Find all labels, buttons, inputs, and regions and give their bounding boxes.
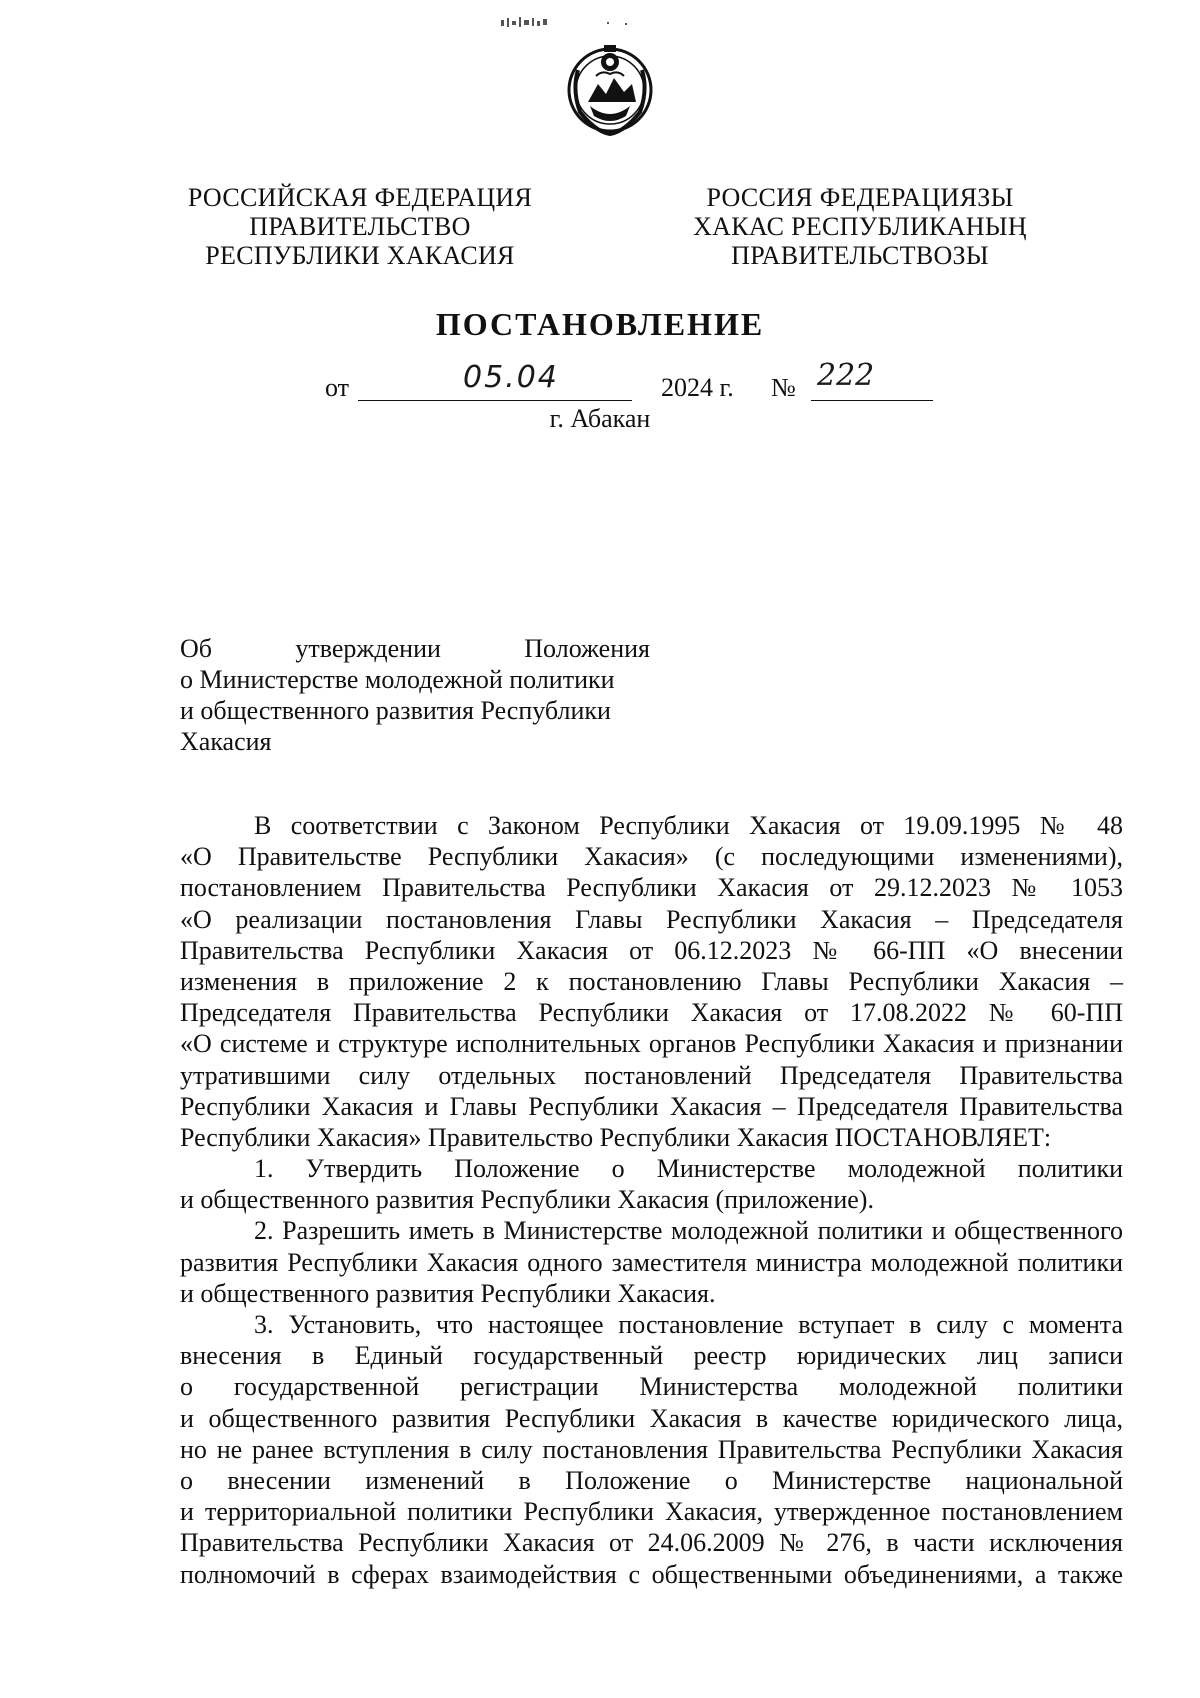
handwritten-number: 222 (817, 358, 875, 393)
body-line: и общественного развития Республики Хакасия (приложение). (180, 1185, 874, 1215)
subject-line: и общественного развития Республики (180, 696, 611, 725)
document-body (180, 810, 1123, 1590)
body-line: развития Республики Хакасия одного заместителя министра молодежной политики (180, 1247, 1123, 1277)
body-line: и общественного развития Республики Хакасия. (180, 1278, 716, 1308)
body-line: о государственной регистрации Министерства молодежной политики (180, 1372, 1123, 1402)
body-line: Председателя Правительства Республики Хакасия от 17.08.2022 № 60-ПП (180, 998, 1123, 1028)
from-label: от (325, 373, 350, 402)
body-line: полномочий в сферах взаимодействия с общественными объединениями, а также (180, 1559, 1123, 1589)
coat-of-arms-emblem (566, 40, 654, 138)
number-field (811, 358, 933, 401)
body-line: Правительства Республики Хакасия от 06.12.2023 № 66-ПП «О внесении (180, 935, 1123, 965)
number-label: № (771, 373, 796, 402)
subject-word: Об (180, 634, 213, 663)
header-right-line: РОССИЯ ФЕДЕРАЦИЯЗЫ (706, 183, 1014, 212)
body-line: «О Правительстве Республики Хакасия» (с последующими изменениями), (180, 842, 1123, 872)
body-line: 3. Установить, что настоящее постановление вступает в силу с момента (254, 1310, 1123, 1339)
date-field (358, 360, 632, 401)
scan-artifact (497, 14, 647, 32)
body-line: и территориальной политики Республики Хакасия, утвержденное постановлением (180, 1497, 1123, 1527)
header-russian (170, 183, 550, 270)
subject-word: Положения (524, 634, 650, 663)
body-line: изменения в приложение 2 к постановлению Главы Республики Хакасия – (180, 966, 1123, 996)
subject-line: Хакасия (180, 727, 272, 756)
body-line: Республики Хакасия и Главы Республики Хакасия – Председателя Правительства (180, 1091, 1123, 1121)
body-line: внесения в Единый государственный реестр юридических лиц записи (180, 1341, 1123, 1371)
body-line: Правительства Республики Хакасия от 24.06.2009 № 276, в части исключения (180, 1528, 1123, 1558)
body-line: Республики Хакасия» Правительство Республики Хакасия ПОСТАНОВЛЯЕТ: (180, 1122, 1052, 1152)
header-left-line: РОССИЙСКАЯ ФЕДЕРАЦИЯ (187, 183, 533, 212)
header-right-line: ХАКАС РЕСПУБЛИКАНЫҢ (693, 212, 1027, 241)
document-subject (180, 633, 650, 757)
subject-line: о Министерстве молодежной политики (180, 665, 615, 694)
header-right-line: ПРАВИТЕЛЬСТВОЗЫ (731, 241, 989, 270)
body-line: 1. Утвердить Положение о Министерстве молодежной политики (254, 1154, 1123, 1184)
body-line: постановлением Правительства Республики Хакасия от 29.12.2023 № 1053 (180, 873, 1123, 903)
body-line: В соответствии с Законом Республики Хакасия от 19.09.1995 № 48 (254, 811, 1123, 840)
city-label: г. Абакан (549, 404, 651, 433)
subject-word: утверждении (295, 634, 441, 663)
body-line: и общественного развития Республики Хакасия в качестве юридического лица, (180, 1403, 1123, 1433)
body-line: о внесении изменений в Положение о Министерстве национальной (180, 1465, 1123, 1495)
header-left-line: ПРАВИТЕЛЬСТВО (249, 212, 471, 241)
body-line: «О системе и структуре исполнительных органов Республики Хакасия и признании (180, 1029, 1123, 1059)
body-line: «О реализации постановления Главы Республики Хакасия – Председателя (180, 904, 1123, 934)
body-line: утратившими силу отдельных постановлений Председателя Правительства (180, 1060, 1123, 1090)
document-title: ПОСТАНОВЛЕНИЕ (435, 306, 765, 342)
handwritten-date: 05.04 (463, 360, 559, 395)
header-left-line: РЕСПУБЛИКИ ХАКАСИЯ (205, 241, 515, 270)
subject-line (180, 633, 650, 664)
year-label: 2024 г. (661, 373, 734, 402)
header-khakas (660, 183, 1060, 270)
body-line: но не ранее вступления в силу постановления Правительства Республики Хакасия (180, 1434, 1123, 1464)
body-line: 2. Разрешить иметь в Министерстве молодежной политики и общественного (254, 1216, 1123, 1246)
